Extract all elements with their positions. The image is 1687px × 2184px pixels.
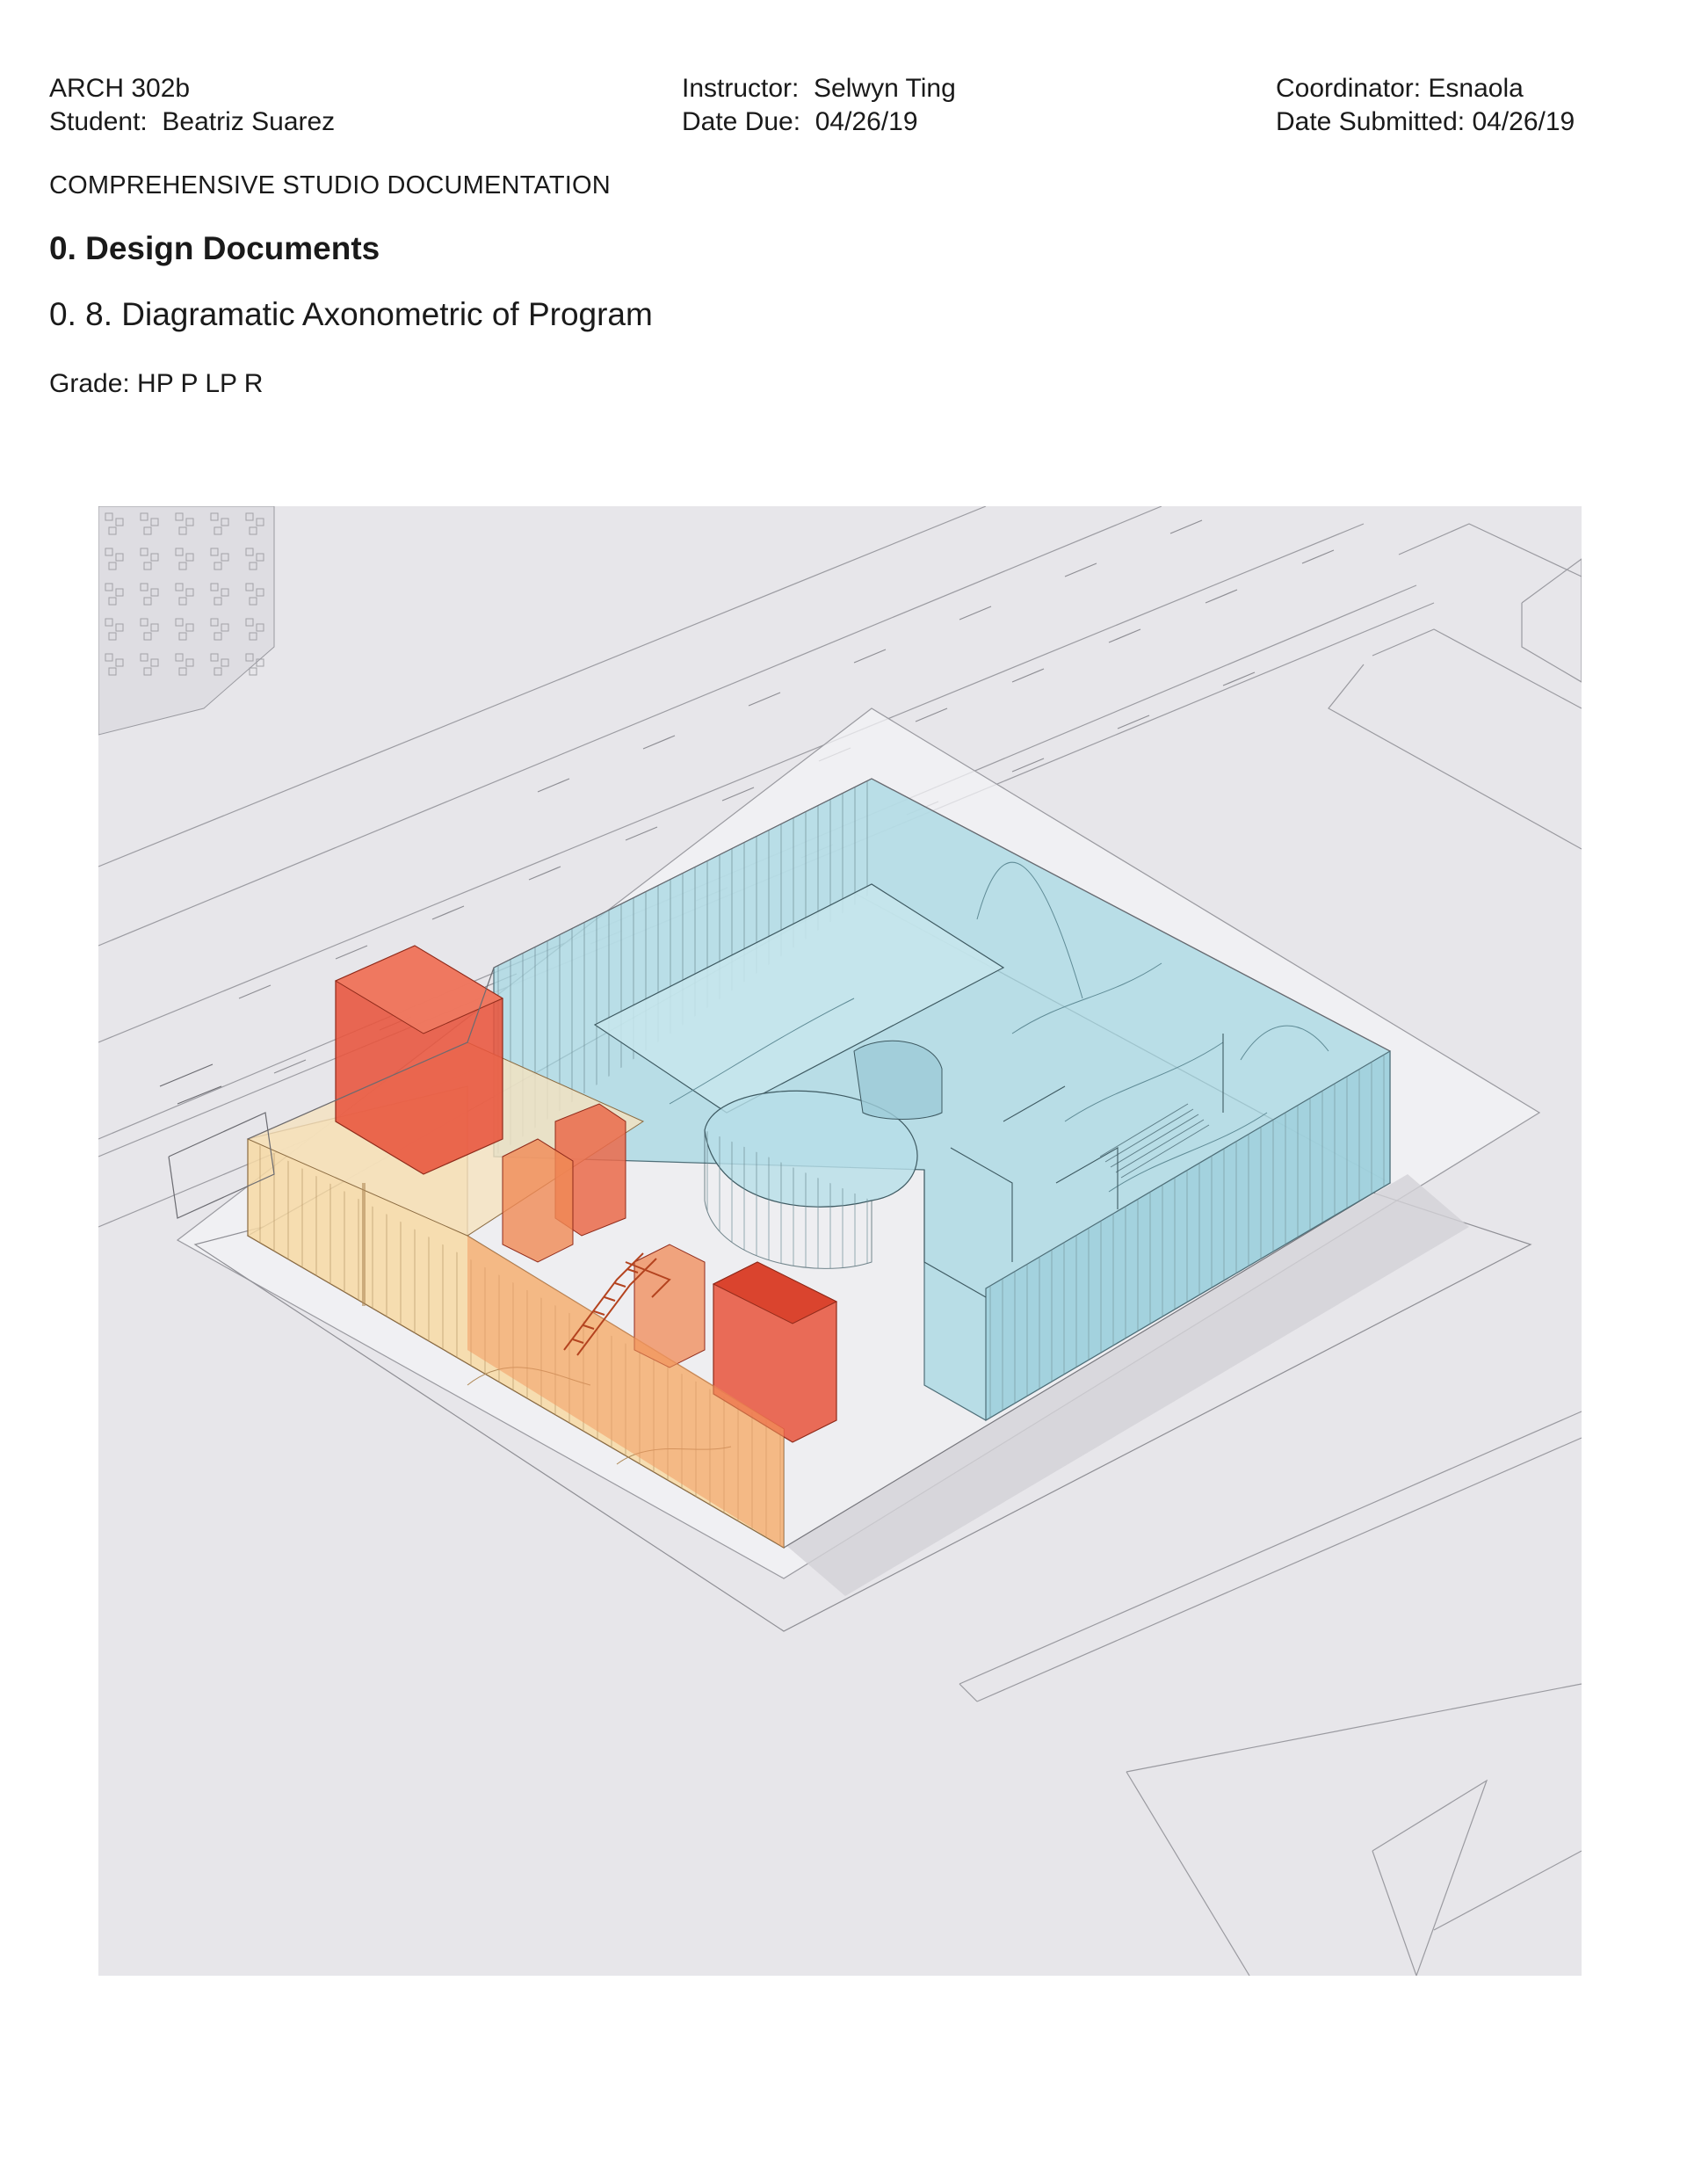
context-building-left (98, 506, 274, 735)
coordinator: Coordinator: Esnaola (1276, 74, 1524, 103)
section-heading: 0. Design Documents (49, 230, 380, 266)
course-code: ARCH 302b (49, 74, 191, 103)
grade-line: Grade: HP P LP R (49, 369, 264, 398)
lower-context-lines (959, 1411, 1582, 1976)
student-name: Student: Beatriz Suarez (49, 107, 336, 136)
axonometric-drawing (98, 506, 1582, 1976)
header-right (1276, 72, 1575, 139)
subsection-heading: 0. 8. Diagramatic Axonometric of Program (49, 296, 653, 332)
header-left (49, 72, 335, 139)
context-building-right (1329, 524, 1582, 849)
date-due: Date Due: 04/26/19 (682, 107, 918, 136)
document-title: COMPREHENSIVE STUDIO DOCUMENTATION (49, 171, 611, 200)
date-submitted: Date Submitted: 04/26/19 (1276, 107, 1575, 136)
header-middle (682, 72, 956, 139)
instructor: Instructor: Selwyn Ting (682, 74, 956, 103)
